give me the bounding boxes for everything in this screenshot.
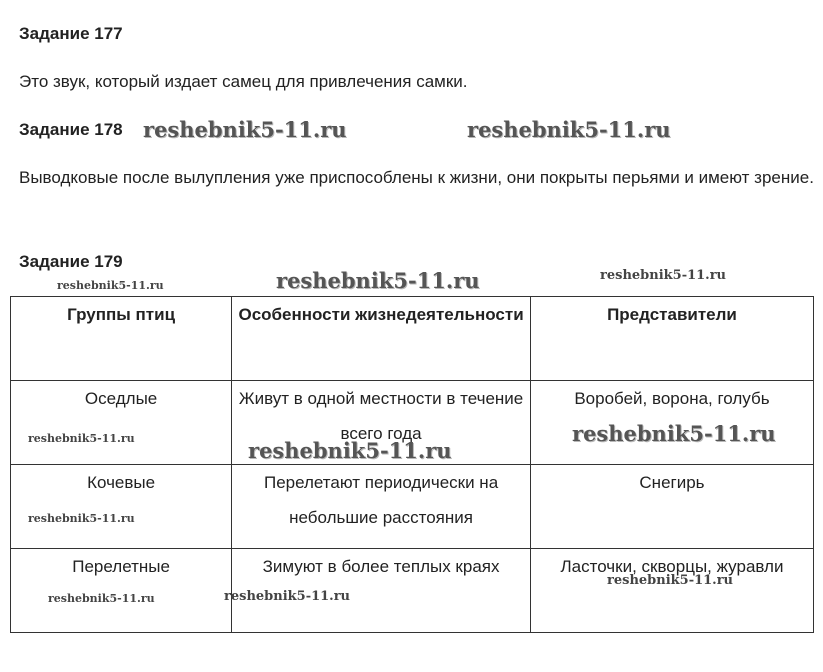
watermark-logo: reshebnik5-11.ru [248, 438, 452, 463]
watermark-logo: reshebnik5-11.ru [467, 117, 671, 142]
watermark-logo: reshebnik5-11.ru [607, 573, 734, 588]
row-2-group: Кочевые [11, 465, 232, 549]
table-row [11, 549, 814, 633]
watermark-logo: reshebnik5-11.ru [48, 592, 155, 605]
row-3-group: Перелетные [11, 549, 232, 633]
row-1-features: Живут в одной местности в течение всего года [232, 381, 531, 465]
watermark-logo: reshebnik5-11.ru [600, 268, 727, 283]
row-1-representatives: Воробей, ворона, голубь [530, 381, 813, 465]
watermark-logo: reshebnik5-11.ru [276, 268, 480, 293]
watermark-logo: reshebnik5-11.ru [143, 117, 347, 142]
task-177-title: Задание 177 [19, 24, 123, 43]
header-groups: Группы птиц [11, 297, 232, 381]
watermark-logo: reshebnik5-11.ru [57, 279, 164, 292]
row-2-representatives: Снегирь [530, 465, 813, 549]
watermark-logo: reshebnik5-11.ru [572, 421, 776, 446]
task-179-title: Задание 179 [19, 252, 123, 271]
watermark-logo: reshebnik5-11.ru [224, 589, 351, 604]
row-1-group: Оседлые [11, 381, 232, 465]
task-178-answer: Выводковые после вылупления уже приспособлены к жизни, они покрыты перьями и имеют зрение. [19, 168, 814, 187]
header-features: Особенности жизнедеятельности [232, 297, 531, 381]
watermark-logo: reshebnik5-11.ru [28, 432, 135, 445]
watermark-logo: reshebnik5-11.ru [28, 512, 135, 525]
row-3-features: Зимуют в более теплых краях [232, 549, 531, 633]
table-header-row [11, 297, 814, 381]
header-representatives: Представители [530, 297, 813, 381]
row-3-representatives: Ласточки, скворцы, журавли [530, 549, 813, 633]
task-178-title: Задание 178 [19, 120, 123, 139]
row-2-features: Перелетают периодически на небольшие расстояния [232, 465, 531, 549]
task-177-answer: Это звук, который издает самец для привлечения самки. [19, 72, 468, 91]
table-row [11, 465, 814, 549]
